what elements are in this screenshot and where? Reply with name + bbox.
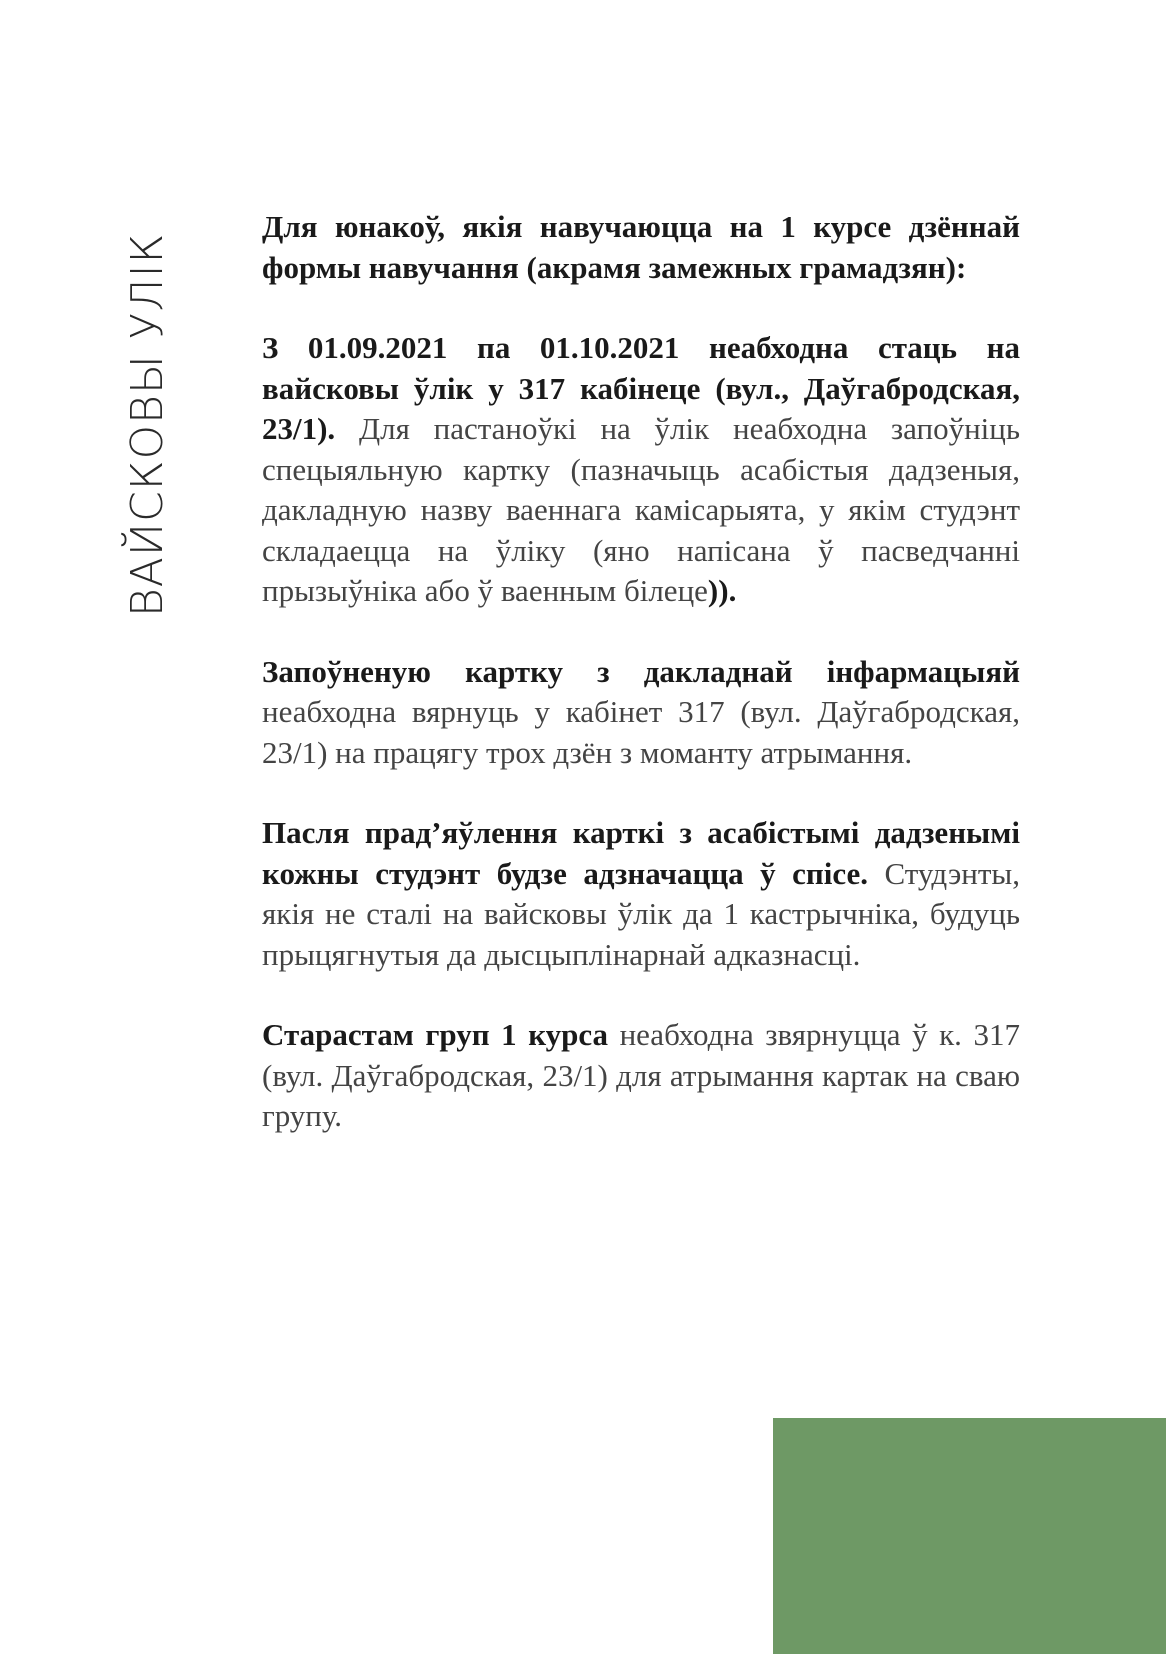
paragraph-list-text: Студэнты, якія не сталі на вайсковы ўлік да 1 кастрычніка, будуць прыцягнутыя да дысцыплінарнай адказнасці.: [262, 855, 1020, 972]
paragraph-list: [262, 813, 1020, 975]
paragraph-list-bold: Пасля прад’яўлення карткі з асабістымі дадзенымі кожны студэнт будзе адзначацца ў спісе.: [262, 815, 1020, 891]
paragraph-registration-bold: З 01.09.2021 па 01.10.2021 неабходна стаць на вайсковы ўлік у 317 кабінеце (вул., Даўгабродская, 23/1).: [262, 330, 1020, 446]
section-title: ВАЙСКОВЫ УЛІК: [122, 232, 173, 617]
document-body: [262, 207, 1020, 1177]
decorative-green-block: [773, 1418, 1166, 1654]
paragraph-group-leaders-text: неабходна звярнуцца ў к. 317 (вул. Даўгабродская, 23/1) для атрымання картак на сваю групу.: [262, 1017, 1020, 1133]
paragraph-group-leaders-bold: Старастам груп 1 курса: [262, 1017, 609, 1052]
paragraph-registration-text: Для пастаноўкі на ўлік неабходна запоўніць спецыяльную картку (пазначыць асабістыя дадзеныя, дакладную назву ваеннага камісарыята, у якім студэнт складаецца на ўліку (яно напісана ў пасведчанні прызыўніка або ў ваенным білеце: [262, 411, 1020, 608]
paragraph-return-card-bold: Запоўненую картку з дакладнай інфармацыяй: [262, 653, 1020, 689]
paragraph-intro: [262, 207, 1020, 288]
paragraph-registration-tail: )).: [707, 573, 737, 608]
paragraph-registration: [262, 328, 1020, 612]
paragraph-group-leaders: [262, 1015, 1020, 1137]
paragraph-intro-bold: Для юнакоў, якія навучаюцца на 1 курсе дзённай формы навучання (акрамя замежных грамадзян):: [262, 209, 1020, 285]
paragraph-return-card: [262, 652, 1020, 774]
paragraph-return-card-text: неабходна вярнуць у кабінет 317 (вул. Даўгабродская, 23/1) на працягу трох дзён з моманту атрымання.: [262, 694, 1020, 770]
